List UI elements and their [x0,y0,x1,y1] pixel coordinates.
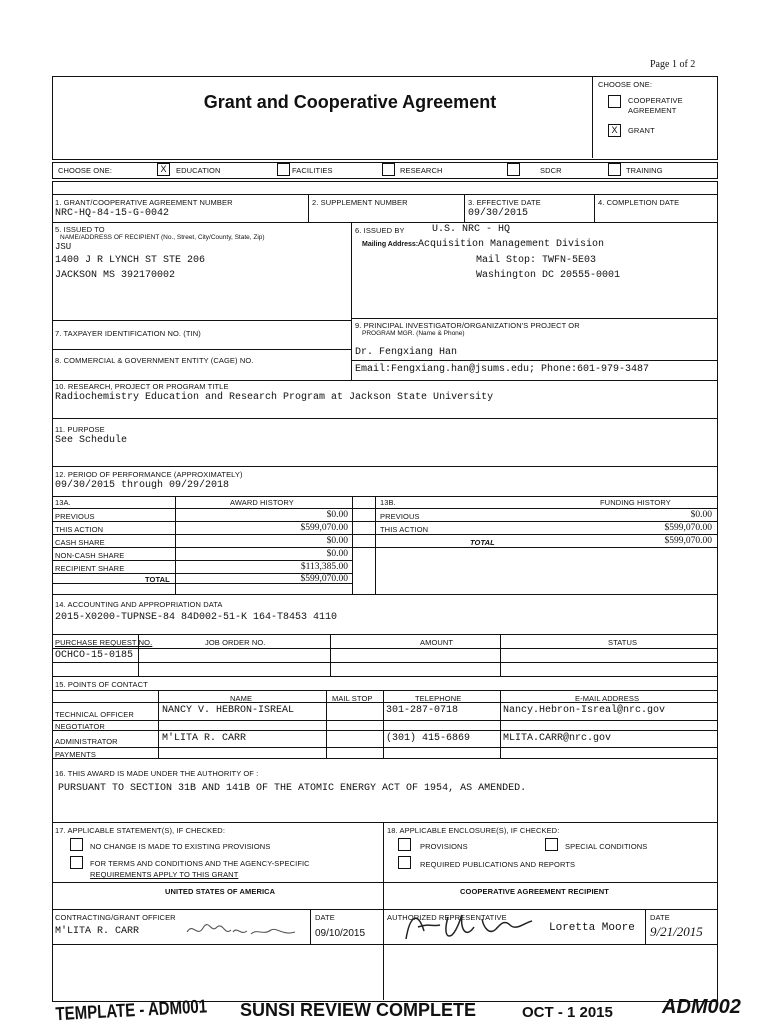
no-change-checkbox[interactable] [70,838,83,851]
award-row-value: $113,385.00 [300,562,348,572]
sdcr-label: SDCR [540,166,562,175]
period-label: 12. PERIOD OF PERFORMANCE (APPROXIMATELY) [55,470,243,479]
authority-value: PURSUANT TO SECTION 31B AND 141B OF THE ATOMIC ENERGY ACT OF 1954, AS AMENDED. [58,783,527,794]
training-checkbox[interactable] [608,163,621,176]
funding-row-label: PREVIOUS [380,512,420,521]
award-row-value: $0.00 [326,536,348,546]
contacts-label: 15. POINTS OF CONTACT [55,680,148,689]
effective-date-value: 09/30/2015 [468,208,529,219]
tin-label: 7. TAXPAYER IDENTIFICATION NO. (TIN) [55,329,201,338]
contact-name: M'LITA R. CARR [162,733,247,744]
issued-to-label: 5. ISSUED TO [55,225,105,234]
award-row-label: NON-CASH SHARE [55,551,125,560]
cooperative-agreement-checkbox[interactable] [608,95,621,108]
contacts-mailstop-header: MAIL STOP [332,694,373,703]
agreement-number-value: NRC-HQ-84-15-G-0042 [55,208,170,219]
mailing-address-label: Mailing Address: [362,241,419,248]
sdcr-checkbox[interactable] [507,163,520,176]
award-row-label: CASH SHARE [55,538,105,547]
authority-label: 16. THIS AWARD IS MADE UNDER THE AUTHORITY OF : [55,769,259,778]
completion-date-label: 4. COMPLETION DATE [598,198,680,207]
amount-label: AMOUNT [420,638,454,647]
template-stamp: TEMPLATE - ADM001 [55,996,208,1025]
officer-date-value: 09/10/2015 [315,928,366,939]
training-label: TRAINING [626,166,663,175]
recipient-address-label: NAME/ADDRESS OF RECIPIENT (No., Street, City/County, State, Zip) [60,234,265,241]
award-total-label: TOTAL [145,575,170,584]
education-checkbox[interactable]: X [157,163,170,176]
date-stamp: OCT - 1 2015 [522,1004,613,1021]
award-history-num: 13A. [55,498,71,507]
purpose-label: 11. PURPOSE [55,425,105,434]
program-title-label: 10. RESEARCH, PROJECT OR PROGRAM TITLE [55,382,229,391]
recipient-line-1: 1400 J R LYNCH ST STE 206 [55,255,206,266]
pi-label-2: PROGRAM MGR. (Name & Phone) [362,330,465,337]
pi-name: Dr. Fengxiang Han [355,347,458,358]
purchase-request-label: PURCHASE REQUEST NO. [55,638,153,647]
facilities-checkbox[interactable] [277,163,290,176]
contact-telephone: 301-287-0718 [386,705,459,716]
research-label: RESEARCH [400,166,443,175]
contact-name: NANCY V. HEBRON-ISREAL [162,705,295,716]
contact-role: NEGOTIATOR [55,722,105,731]
education-label: EDUCATION [176,166,221,175]
statements-label: 17. APPLICABLE STATEMENT(S), IF CHECKED: [55,826,226,835]
no-change-label: NO CHANGE IS MADE TO EXISTING PROVISIONS [90,842,271,851]
purchase-request-value: OCHCO-15-0185 [55,650,134,661]
page-number: Page 1 of 2 [650,59,696,70]
cage-label: 8. COMMERCIAL & GOVERNMENT ENTITY (CAGE) NO. [55,356,254,365]
cooperative-agreement-label: COOPERATIVE AGREEMENT [628,96,683,115]
grant-officer-label: CONTRACTING/GRANT OFFICER [55,913,176,922]
award-row-value: $0.00 [326,549,348,559]
authorized-rep-label: AUTHORIZED REPRESENTATIVE [387,913,507,922]
pi-label: 9. PRINCIPAL INVESTIGATOR/ORGANIZATION'S PROJECT OR [355,321,580,330]
contacts-name-header: NAME [230,694,253,703]
choose-one-top-label: CHOOSE ONE: [598,80,653,89]
award-total-value: $599,070.00 [300,574,348,584]
authorized-rep-name: Loretta Moore [549,922,635,934]
funding-total-label: TOTAL [470,538,495,547]
issued-by-label: 6. ISSUED BY [355,226,405,235]
enclosures-label: 18. APPLICABLE ENCLOSURE(S), IF CHECKED: [387,826,560,835]
contact-email: Nancy.Hebron-Isreal@nrc.gov [503,705,666,716]
officer-date-label: DATE [315,913,335,922]
provisions-checkbox[interactable] [398,838,411,851]
accounting-label: 14. ACCOUNTING AND APPROPRIATION DATA [55,600,223,609]
accounting-value: 2015-X0200-TUPNSE-84 84D002-51-K 164-T8453 4110 [55,612,338,623]
issuer-value: U.S. NRC - HQ [432,224,511,235]
provisions-label: PROVISIONS [420,842,468,851]
grant-label: GRANT [628,126,655,135]
program-title-value: Radiochemistry Education and Research Program at Jackson State University [55,392,494,403]
agreement-number-label: 1. GRANT/COOPERATIVE AGREEMENT NUMBER [55,198,233,207]
page-title: Grant and Cooperative Agreement [203,92,497,112]
award-row-value: $599,070.00 [300,523,348,533]
job-order-label: JOB ORDER NO. [205,638,266,647]
funding-row-value: $0.00 [690,510,712,520]
funding-history-header: FUNDING HISTORY [600,498,671,507]
recipient-line-2: JACKSON MS 392170002 [55,270,176,281]
contact-role: ADMINISTRATOR [55,737,118,746]
grant-checkbox[interactable]: X [608,124,621,137]
recipient-date-label: DATE [650,913,670,922]
status-label: STATUS [608,638,638,647]
sunsi-stamp: SUNSI REVIEW COMPLETE [240,1000,477,1020]
contact-role: TECHNICAL OFFICER [55,710,134,719]
adm-stamp: ADM002 [662,996,741,1018]
award-row-label: RECIPIENT SHARE [55,564,125,573]
funding-row-value: $599,070.00 [664,523,712,533]
funding-total-value: $599,070.00 [664,536,712,546]
award-row-label: THIS ACTION [55,525,104,534]
special-conditions-checkbox[interactable] [545,838,558,851]
facilities-label: FACILITIES [292,166,333,175]
purpose-value: See Schedule [55,435,128,446]
contacts-telephone-header: TELEPHONE [415,694,462,703]
issuer-line-1: Acquisition Management Division [418,239,605,250]
award-history-header: AWARD HISTORY [230,498,294,507]
officer-signature [185,918,300,942]
choose-one-label: CHOOSE ONE: [58,166,113,175]
terms-label-2: REQUIREMENTS APPLY TO THIS GRANT [90,870,239,879]
funding-history-num: 13B. [380,498,396,507]
award-row-label: PREVIOUS [55,512,95,521]
research-checkbox[interactable] [382,163,395,176]
contact-telephone: (301) 415-6869 [386,733,471,744]
award-row-value: $0.00 [326,510,348,520]
usa-label: UNITED STATES OF AMERICA [165,887,276,896]
terms-checkbox[interactable] [70,856,83,869]
issuer-line-2: Mail Stop: TWFN-5E03 [476,255,597,266]
special-conditions-label: SPECIAL CONDITIONS [565,842,648,851]
pi-contact: Email:Fengxiang.han@jsums.edu; Phone:601-979-3487 [355,364,650,375]
issuer-line-3: Washington DC 20555-0001 [476,270,621,281]
contact-email: MLITA.CARR@nrc.gov [503,733,612,744]
effective-date-label: 3. EFFECTIVE DATE [468,198,541,207]
funding-row-label: THIS ACTION [380,525,429,534]
supplement-number-label: 2. SUPPLEMENT NUMBER [312,198,408,207]
period-value: 09/30/2015 through 09/29/2018 [55,480,230,491]
recipient-date-value: 9/21/2015 [650,924,703,939]
terms-label-1: FOR TERMS AND CONDITIONS AND THE AGENCY-SPECIFIC [90,859,310,868]
contacts-email-header: E-MAIL ADDRESS [575,694,640,703]
grant-officer-name: M'LITA R. CARR [55,926,140,937]
recipient-signature [400,905,540,945]
publications-label: REQUIRED PUBLICATIONS AND REPORTS [420,860,576,869]
contact-role: PAYMENTS [55,750,96,759]
publications-checkbox[interactable] [398,856,411,869]
recipient-sign-label: COOPERATIVE AGREEMENT RECIPIENT [460,887,609,896]
recipient-line-0: JSU [55,242,72,252]
